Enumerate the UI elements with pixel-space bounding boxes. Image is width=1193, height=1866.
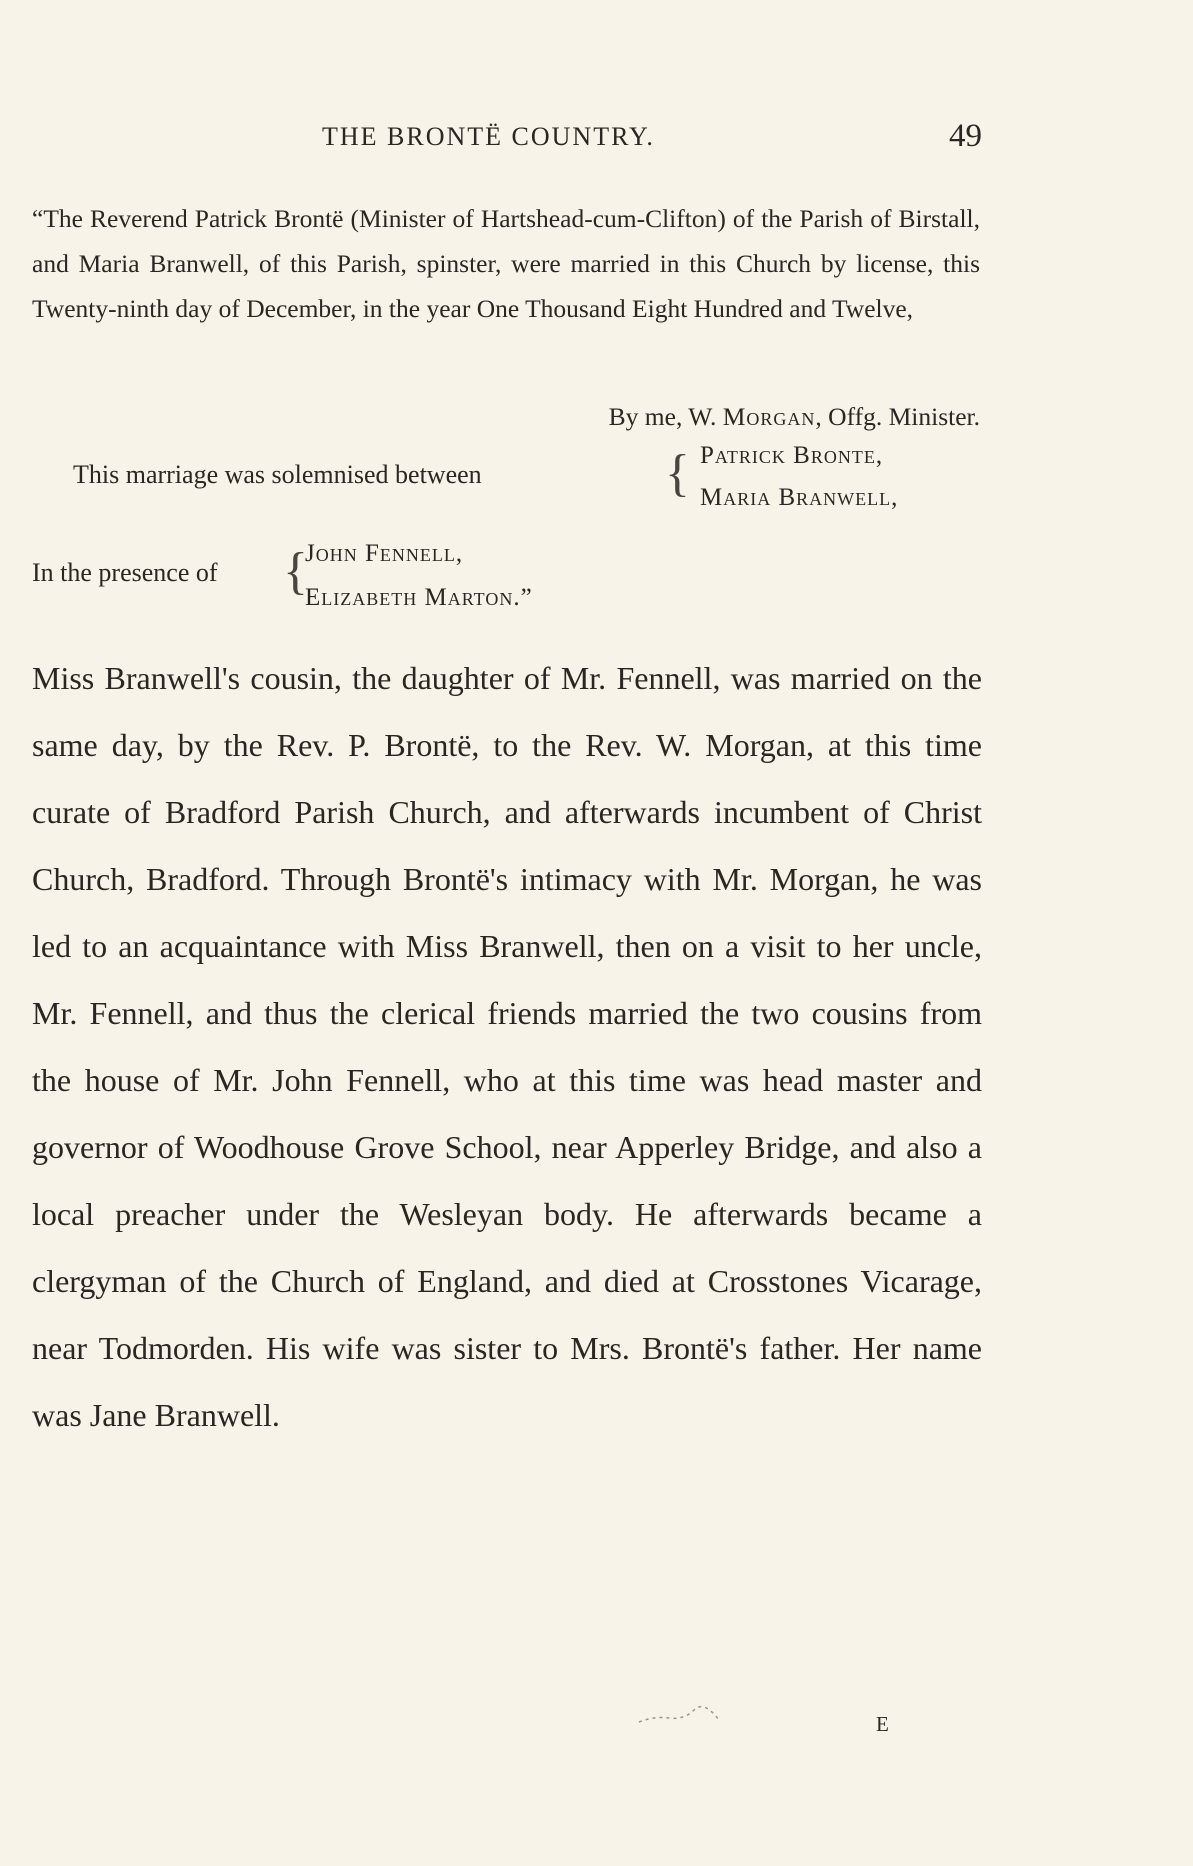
ink-smudge-icon <box>634 1698 724 1728</box>
signed-by-line <box>32 402 980 432</box>
register-entry-quote <box>32 196 980 331</box>
register-entry-text: “The Reverend Patrick Brontë (Minister of Hartshead-cum-Clifton) of the Parish of Birstall, and Maria Branwell, of this Parish, spinster, were married in this Church by license, this Twenty-ninth day of December, in the year One Thousand Eight Hundred and Twelve, <box>32 204 980 323</box>
witness-name: John Fennell, <box>305 540 464 567</box>
brace-icon: { <box>665 445 690 502</box>
between-text: This marriage was solemnised between <box>73 460 482 489</box>
presence-text: In the presence of <box>32 558 218 587</box>
marriage-parties-block <box>0 440 1193 530</box>
signed-name: Morgan <box>722 402 816 431</box>
signed-suffix: , Offg. Minister. <box>815 402 980 431</box>
party-name: Patrick Bronte, <box>700 442 884 469</box>
signature-mark: E <box>876 1712 889 1736</box>
witness-name: Elizabeth Marton.” <box>305 584 533 611</box>
page-header <box>32 118 982 158</box>
body-paragraph: Miss Branwell's cousin, the daughter of Mr. Fennell, was married on the same day, by the Rev. P. Brontë, to the Rev. W. Morgan, at this time curate of Bradford Parish Church, and afterwards incumbent of Christ Church, Bradford. Through Brontë's intimacy with Mr. Morgan, he was led to an acquaintance with Miss Branwell, then on a visit to her uncle, Mr. Fennell, and thus the clerical friends married the two cousins from the house of Mr. John Fennell, who at this time was head master and governor of Woodhouse Grove School, near Apperley Bridge, and also a local preacher under the Wesleyan body. He afterwards became a clergyman of the Church of England, and died at Crosstones Vicarage, near Todmorden. His wife was sister to Mrs. Brontë's father. Her name was Jane Branwell. <box>32 660 982 1433</box>
page-number: 49 <box>949 118 982 154</box>
running-title: THE BRONTË COUNTRY. <box>322 122 655 151</box>
witnesses-block <box>0 536 1193 626</box>
main-body-text <box>32 645 982 1449</box>
signed-prefix: By me, W. <box>608 402 723 431</box>
party-name: Maria Branwell, <box>700 484 899 511</box>
brace-icon: { <box>283 543 308 600</box>
